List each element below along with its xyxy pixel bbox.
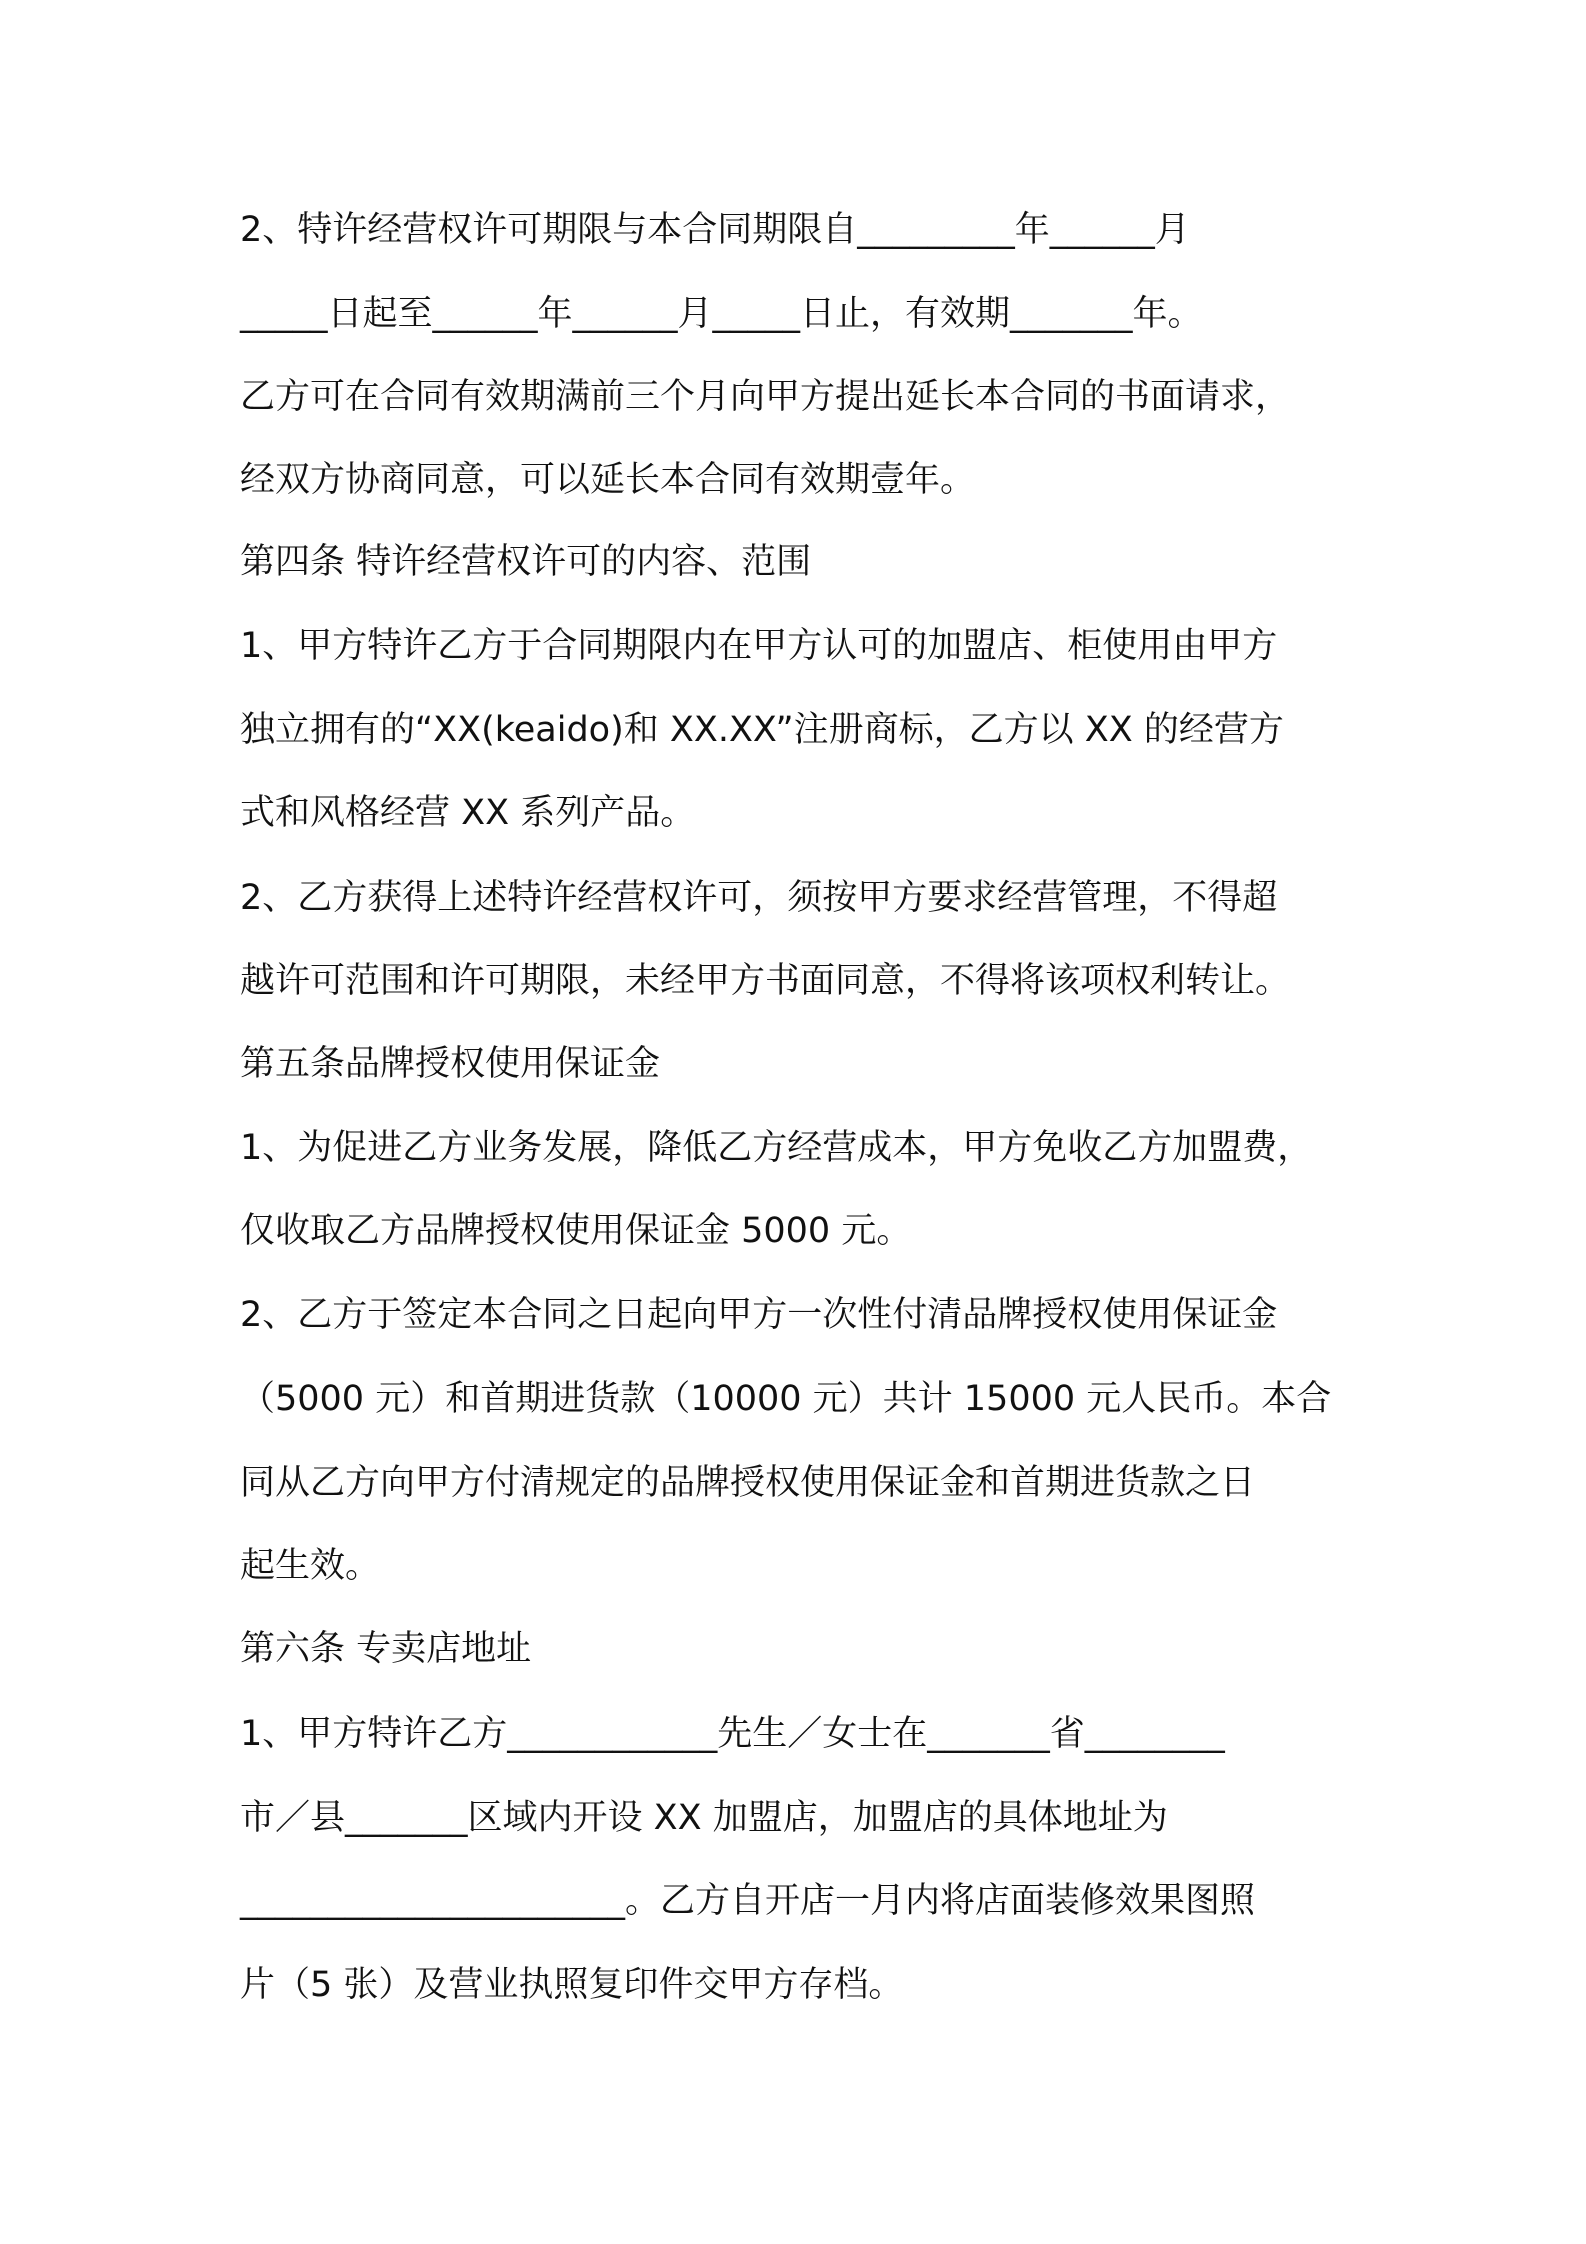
article-five-clause-1-line-2: 仅收取乙方品牌授权使用保证金 5000 元。 [240,1211,912,1251]
article-four-clause-1-line-3: 式和风格经营 XX 系列产品。 [240,793,696,833]
article-six-clause-1-line-1: 1、甲方特许乙方____________先生／女士在_______省________ [240,1714,1225,1754]
term-clause-line-2: _____日起至______年______月_____日止，有效期_______年。 [240,294,1203,334]
term-clause-line-3: 乙方可在合同有效期满前三个月向甲方提出延长本合同的书面请求， [240,377,1291,417]
article-four-clause-2-line-1: 2、乙方获得上述特许经营权许可，须按甲方要求经营管理，不得超 [240,878,1278,918]
article-four-heading: 第四条 特许经营权许可的内容、范围 [240,542,812,582]
article-four-clause-1-line-2: 独立拥有的“XX(keaido)和 XX.XX”注册商标，乙方以 XX 的经营方 [240,710,1284,750]
article-five-heading: 第五条品牌授权使用保证金 [240,1044,661,1084]
article-five-clause-2-line-2: （5000 元）和首期进货款（10000 元）共计 15000 元人民币。本合 [240,1379,1332,1419]
term-clause-line-1: 2、特许经营权许可期限与本合同期限自_________年______月 [240,210,1190,250]
article-five-clause-2-line-1: 2、乙方于签定本合同之日起向甲方一次性付清品牌授权使用保证金 [240,1295,1278,1335]
article-five-clause-2-line-3: 同从乙方向甲方付清规定的品牌授权使用保证金和首期进货款之日 [240,1463,1256,1503]
article-six-clause-1-line-2: 市／县_______区域内开设 XX 加盟店，加盟店的具体地址为 [240,1798,1168,1838]
term-clause-line-4: 经双方协商同意，可以延长本合同有效期壹年。 [240,460,976,500]
article-six-clause-1-line-4: 片（5 张）及营业执照复印件交甲方存档。 [240,1965,904,2005]
article-four-clause-1-line-1: 1、甲方特许乙方于合同期限内在甲方认可的加盟店、柜使用由甲方 [240,626,1278,666]
article-six-clause-1-line-3: ______________________。乙方自开店一月内将店面装修效果图照 [240,1881,1256,1921]
article-five-clause-2-line-4: 起生效。 [240,1546,381,1586]
article-four-clause-2-line-2: 越许可范围和许可期限，未经甲方书面同意，不得将该项权利转让。 [240,961,1291,1001]
article-five-clause-1-line-1: 1、为促进乙方业务发展，降低乙方经营成本，甲方免收乙方加盟费， [240,1128,1313,1168]
article-six-heading: 第六条 专卖店地址 [240,1629,532,1669]
